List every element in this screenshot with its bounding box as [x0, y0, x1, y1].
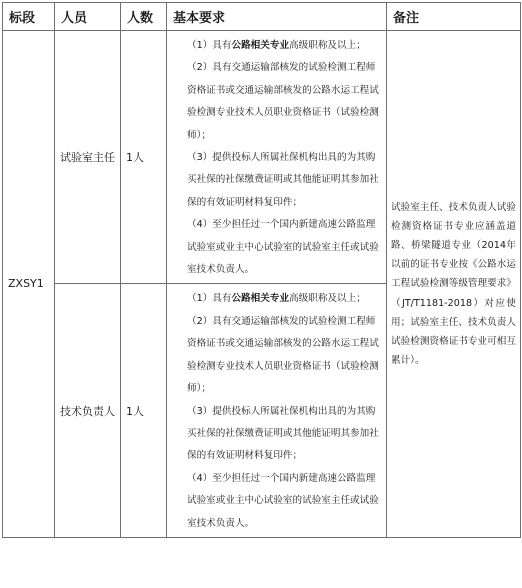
table-row — [3, 31, 521, 284]
count-lab-director: 1人 — [121, 31, 167, 284]
requirement-item: （4）至少担任过一个国内新建高速公路监理试验室或业主中心试验室的试验室主任或试验室技术负责人。 — [187, 472, 379, 529]
header-requirements: 基本要求 — [167, 3, 387, 31]
personnel-requirements-table — [2, 2, 521, 538]
header-segment: 标段 — [3, 3, 55, 31]
requirement-item: （2）具有交通运输部核发的试验检测工程师资格证书或交通运输部核发的公路水运工程试验检测专业技术人员职业资格证书（试验检测师）； — [187, 62, 379, 141]
requirement-item: （2）具有交通运输部核发的试验检测工程师资格证书或交通运输部核发的公路水运工程试验检测专业技术人员职业资格证书（试验检测师）； — [187, 315, 379, 395]
requirement-item: （1）具有公路相关专业高级职称及以上； — [187, 40, 366, 51]
header-count: 人数 — [121, 3, 167, 31]
role-technical-lead: 技术负责人 — [55, 284, 121, 537]
header-personnel: 人员 — [55, 3, 121, 31]
header-notes: 备注 — [387, 3, 521, 31]
role-lab-director: 试验室主任 — [55, 31, 121, 284]
notes-cell: 试验室主任、技术负责人试验检测资格证书专业应涵盖道路、桥梁隧道专业（2014年以前的证书专业按《公路水运工程试验检测等级管理要求》（JT/T1181-2018）对应使用；试验室主任、技术负责人试验检测资格证书专业可相互累计）。 — [387, 31, 521, 538]
header-row — [3, 3, 521, 31]
requirement-item: （4）至少担任过一个国内新建高速公路监理试验室或业主中心试验室的试验室主任或试验室技术负责人。 — [187, 219, 379, 276]
count-technical-lead: 1人 — [121, 284, 167, 537]
requirement-item: （3）提供投标人所属社保机构出具的为其购买社保的社保缴费证明或其他能证明其参加社保的有效证明材料复印件； — [187, 405, 379, 462]
requirement-item: （3）提供投标人所属社保机构出具的为其购买社保的社保缴费证明或其他能证明其参加社保的有效证明材料复印件； — [187, 152, 379, 208]
segment-code: ZXSY1 — [3, 31, 55, 538]
requirement-item: （1）具有公路相关专业高级职称及以上； — [187, 293, 366, 305]
requirements-lab-director — [167, 31, 387, 284]
requirements-technical-lead — [167, 284, 387, 537]
